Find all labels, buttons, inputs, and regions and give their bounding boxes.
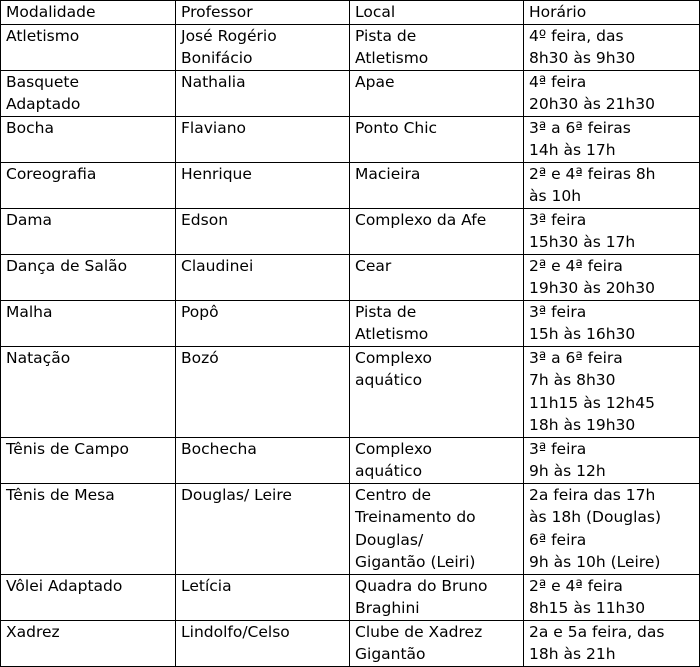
cell-horario: 2a e 5a feira, das 18h às 21h bbox=[524, 620, 700, 666]
cell-professor: Claudinei bbox=[176, 254, 350, 300]
cell-local: Clube de Xadrez Gigantão bbox=[350, 620, 524, 666]
cell-horario: 3ª feira 15h30 às 17h bbox=[524, 208, 700, 254]
cell-local: Centro de Treinamento do Douglas/ Gigantão (Leiri) bbox=[350, 483, 524, 574]
table-row bbox=[1, 300, 700, 346]
cell-horario: 3ª a 6ª feiras 14h às 17h bbox=[524, 116, 700, 162]
cell-local: Pista de Atletismo bbox=[350, 300, 524, 346]
cell-local: Complexo aquático bbox=[350, 346, 524, 437]
cell-horario: 2a feira das 17h às 18h (Douglas) 6ª feira 9h às 10h (Leire) bbox=[524, 483, 700, 574]
cell-horario: 3ª feira 15h às 16h30 bbox=[524, 300, 700, 346]
header-horario: Horário bbox=[524, 1, 700, 25]
cell-horario: 3ª feira 9h às 12h bbox=[524, 437, 700, 483]
cell-modalidade: Dama bbox=[1, 208, 176, 254]
cell-modalidade: Malha bbox=[1, 300, 176, 346]
table-row bbox=[1, 346, 700, 437]
table-row bbox=[1, 24, 700, 70]
cell-local: Quadra do Bruno Braghini bbox=[350, 574, 524, 620]
table-row bbox=[1, 116, 700, 162]
cell-horario: 2ª e 4ª feira 8h15 às 11h30 bbox=[524, 574, 700, 620]
cell-modalidade: Basquete Adaptado bbox=[1, 70, 176, 116]
cell-professor: Letícia bbox=[176, 574, 350, 620]
cell-horario: 4ª feira 20h30 às 21h30 bbox=[524, 70, 700, 116]
cell-modalidade: Vôlei Adaptado bbox=[1, 574, 176, 620]
cell-horario: 3ª a 6ª feira 7h às 8h30 11h15 às 12h45 18h às 19h30 bbox=[524, 346, 700, 437]
header-local: Local bbox=[350, 1, 524, 25]
header-row bbox=[1, 1, 700, 25]
table-row bbox=[1, 208, 700, 254]
cell-horario: 2ª e 4ª feiras 8h às 10h bbox=[524, 162, 700, 208]
table-row bbox=[1, 254, 700, 300]
cell-modalidade: Bocha bbox=[1, 116, 176, 162]
cell-modalidade: Xadrez bbox=[1, 620, 176, 666]
cell-professor: Lindolfo/Celso bbox=[176, 620, 350, 666]
cell-professor: Edson bbox=[176, 208, 350, 254]
cell-local: Pista de Atletismo bbox=[350, 24, 524, 70]
cell-modalidade: Natação bbox=[1, 346, 176, 437]
cell-professor: Flaviano bbox=[176, 116, 350, 162]
cell-modalidade: Tênis de Mesa bbox=[1, 483, 176, 574]
cell-local: Apae bbox=[350, 70, 524, 116]
table-row bbox=[1, 437, 700, 483]
header-professor: Professor bbox=[176, 1, 350, 25]
cell-professor: Bozó bbox=[176, 346, 350, 437]
cell-local: Complexo da Afe bbox=[350, 208, 524, 254]
cell-professor: Popô bbox=[176, 300, 350, 346]
cell-modalidade: Coreografia bbox=[1, 162, 176, 208]
table-row bbox=[1, 483, 700, 574]
table-row bbox=[1, 574, 700, 620]
cell-horario: 2ª e 4ª feira 19h30 às 20h30 bbox=[524, 254, 700, 300]
header-modalidade: Modalidade bbox=[1, 1, 176, 25]
cell-horario: 4º feira, das 8h30 às 9h30 bbox=[524, 24, 700, 70]
table-row bbox=[1, 620, 700, 666]
cell-professor: Bochecha bbox=[176, 437, 350, 483]
table-row bbox=[1, 162, 700, 208]
table-row bbox=[1, 70, 700, 116]
cell-local: Complexo aquático bbox=[350, 437, 524, 483]
cell-modalidade: Tênis de Campo bbox=[1, 437, 176, 483]
cell-local: Cear bbox=[350, 254, 524, 300]
cell-local: Ponto Chic bbox=[350, 116, 524, 162]
cell-professor: José Rogério Bonifácio bbox=[176, 24, 350, 70]
cell-modalidade: Dança de Salão bbox=[1, 254, 176, 300]
cell-professor: Nathalia bbox=[176, 70, 350, 116]
cell-professor: Douglas/ Leire bbox=[176, 483, 350, 574]
cell-professor: Henrique bbox=[176, 162, 350, 208]
cell-local: Macieira bbox=[350, 162, 524, 208]
cell-modalidade: Atletismo bbox=[1, 24, 176, 70]
